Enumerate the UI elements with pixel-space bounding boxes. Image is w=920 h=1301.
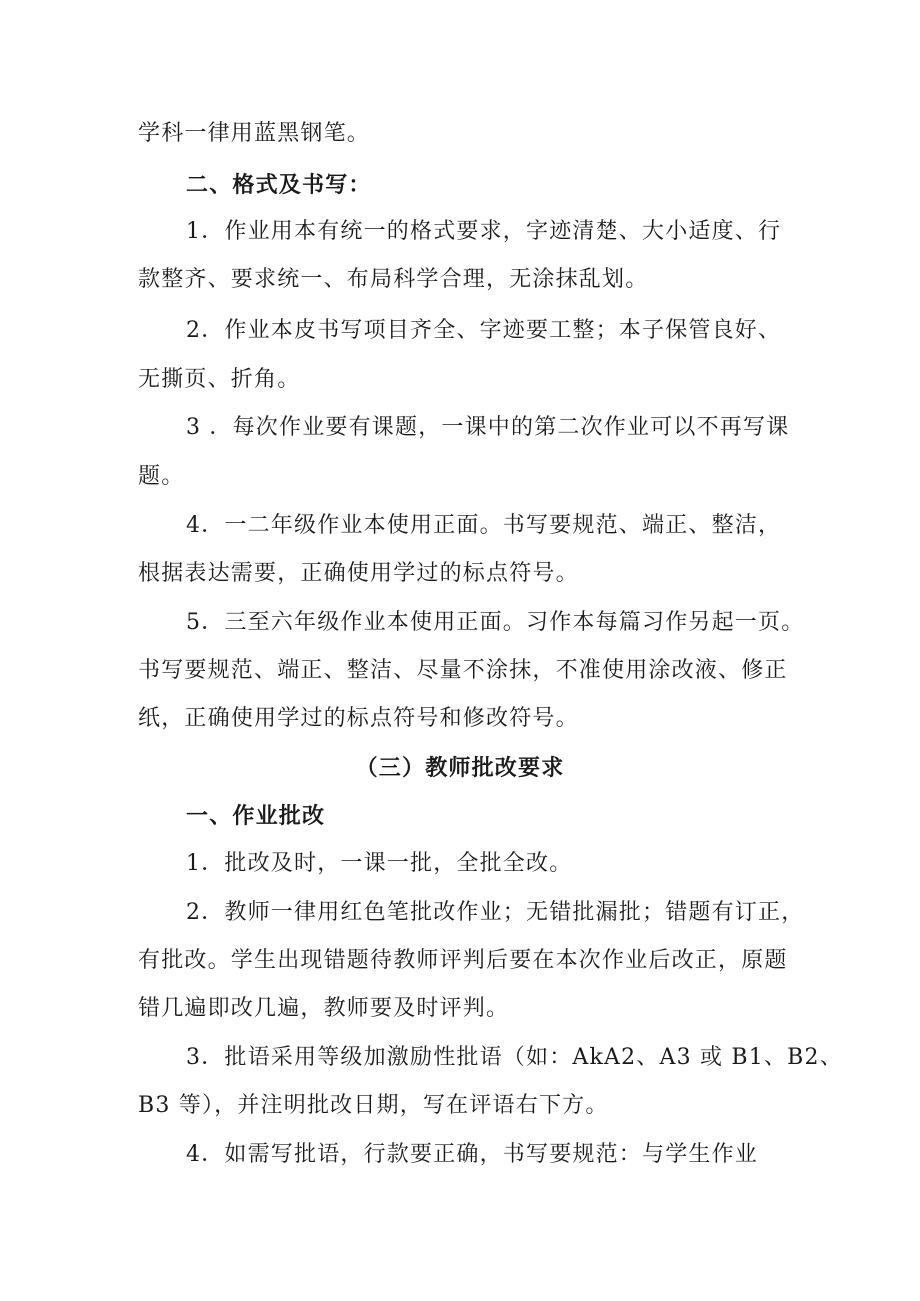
- section-title-teacher-grading: （三）教师批改要求: [355, 755, 565, 781]
- paragraph-line: 书写要规范、端正、整洁、尽量不涂抹，不准使用涂改液、修正: [138, 658, 788, 683]
- paragraph-line: 学科一律用蓝黑钢笔。: [138, 121, 371, 146]
- list-item-line: 4．如需写批语，行款要正确，书写要规范：与学生作业: [186, 1142, 758, 1167]
- list-item-line: 1．作业用本有统一的格式要求，字迹清楚、大小适度、行: [186, 219, 782, 244]
- paragraph-line: 题。: [138, 464, 185, 489]
- paragraph-line: 纸，正确使用学过的标点符号和修改符号。: [138, 706, 579, 731]
- list-item-line: 2．教师一律用红色笔批改作业；无错批漏批；错题有订正，: [186, 900, 805, 925]
- paragraph-line: 错几遍即改几遍，教师要及时评判。: [138, 996, 510, 1021]
- list-item-line: 3．批语采用等级加激励性批语（如：AkA2、A3 或 B1、B2、: [186, 1045, 843, 1070]
- list-item-line: 3 ．每次作业要有课题，一课中的第二次作业可以不再写课: [186, 415, 790, 440]
- section-heading-format: 二、格式及书写：: [186, 172, 372, 198]
- section-heading-homework-grading: 一、作业批改: [186, 803, 326, 829]
- list-item-line: 5．三至六年级作业本使用正面。习作本每篇习作另起一页。: [186, 610, 805, 635]
- list-item-line: 2．作业本皮书写项目齐全、字迹要工整；本子保管良好、: [186, 318, 782, 343]
- paragraph-line: 有批改。学生出现错题待教师评判后要在本次作业后改正，原题: [138, 948, 788, 973]
- list-item-line: 1．批改及时，一课一批，全批全改。: [186, 851, 573, 876]
- paragraph-line: B3 等），并注明批改日期，写在评语右下方。: [138, 1093, 609, 1118]
- paragraph-line: 款整齐、要求统一、布局科学合理，无涂抹乱划。: [138, 267, 649, 292]
- paragraph-line: 根据表达需要，正确使用学过的标点符号。: [138, 561, 579, 586]
- list-item-line: 4．一二年级作业本使用正面。书写要规范、端正、整洁，: [186, 513, 782, 538]
- paragraph-line: 无撕页、折角。: [138, 367, 301, 392]
